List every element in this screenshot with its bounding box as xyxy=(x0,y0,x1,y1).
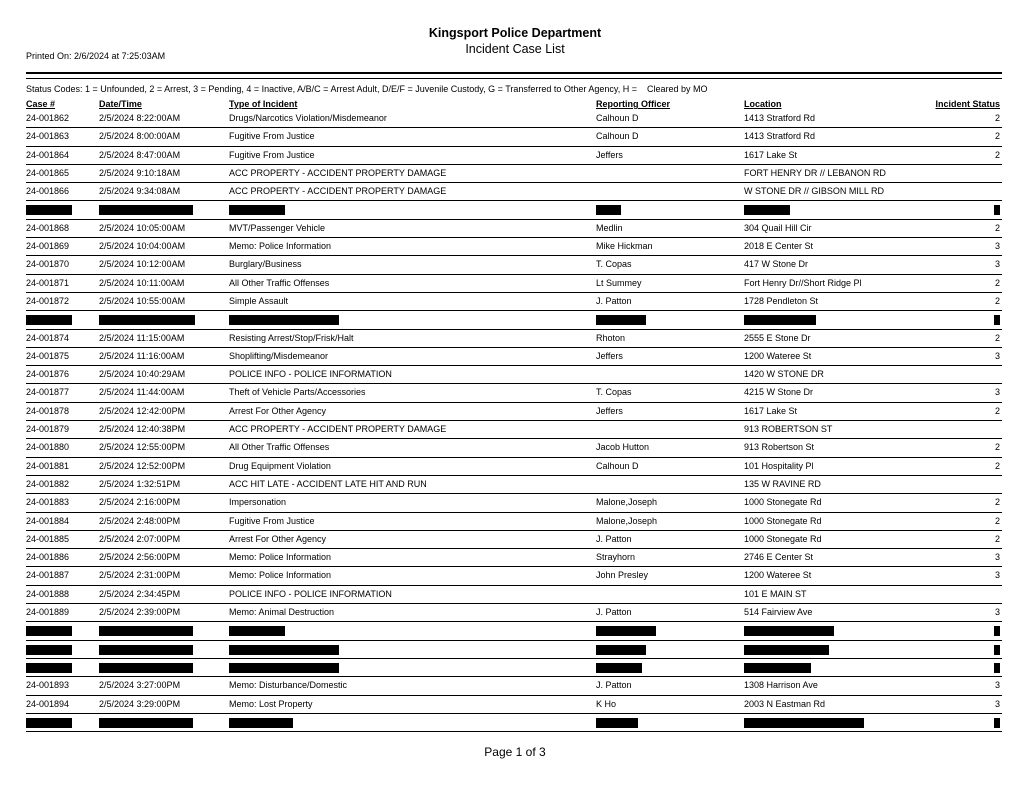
redacted-row xyxy=(26,714,1002,732)
header-rule-thick xyxy=(26,72,1002,74)
redaction-bar xyxy=(994,645,1000,655)
redaction-bar xyxy=(994,626,1000,636)
location-cell: 101 E MAIN ST xyxy=(744,588,807,599)
case-number-cell: 24-001866 xyxy=(26,186,70,197)
case-number-cell: 24-001883 xyxy=(26,497,70,508)
case-number-cell: 24-001877 xyxy=(26,387,70,398)
location-cell: 1617 Lake St xyxy=(744,405,798,416)
report-subtitle: Incident Case List xyxy=(465,42,565,56)
incident-status-cell: 2 xyxy=(994,222,1000,233)
redaction-bar xyxy=(26,626,72,636)
redaction-bar xyxy=(596,315,646,325)
reporting-officer-cell: Calhoun D xyxy=(596,460,639,471)
table-row xyxy=(26,183,1002,201)
location-cell: 2746 E Center St xyxy=(744,552,814,563)
date-time-cell: 2/5/2024 10:04:00AM xyxy=(99,241,186,252)
redacted-row xyxy=(26,641,1002,659)
table-row xyxy=(26,275,1002,293)
column-header-status: Incident Status xyxy=(935,99,1000,109)
incident-table xyxy=(26,110,1002,732)
incident-type-cell: All Other Traffic Offenses xyxy=(229,277,330,288)
table-row xyxy=(26,421,1002,439)
redaction-bar xyxy=(744,315,816,325)
date-time-cell: 2/5/2024 11:44:00AM xyxy=(99,387,185,398)
incident-status-cell: 2 xyxy=(994,515,1000,526)
redaction-bar xyxy=(229,205,285,215)
location-cell: 514 Fairview Ave xyxy=(744,607,813,618)
redaction-bar xyxy=(744,663,811,673)
case-number-cell: 24-001868 xyxy=(26,222,70,233)
redacted-row xyxy=(26,659,1002,677)
table-row xyxy=(26,110,1002,128)
incident-type-cell: Impersonation xyxy=(229,497,287,508)
redacted-row xyxy=(26,311,1002,329)
reporting-officer-cell: Medlin xyxy=(596,222,623,233)
reporting-officer-cell: T. Copas xyxy=(596,387,632,398)
incident-type-cell: Resisting Arrest/Stop/Frisk/Halt xyxy=(229,332,354,343)
location-cell: 1000 Stonegate Rd xyxy=(744,497,822,508)
incident-type-cell: Memo: Police Information xyxy=(229,570,332,581)
column-header-officer: Reporting Officer xyxy=(596,99,671,109)
incident-type-cell: Simple Assault xyxy=(229,295,289,306)
case-number-cell: 24-001879 xyxy=(26,424,70,435)
table-row xyxy=(26,696,1002,714)
reporting-officer-cell: Mike Hickman xyxy=(596,241,653,252)
table-row xyxy=(26,567,1002,585)
reporting-officer-cell: Malone,Joseph xyxy=(596,497,658,508)
date-time-cell: 2/5/2024 12:40:38PM xyxy=(99,424,186,435)
incident-status-cell: 3 xyxy=(994,680,1000,691)
location-cell: 913 Robertson St xyxy=(744,442,815,453)
date-time-cell: 2/5/2024 11:16:00AM xyxy=(99,350,185,361)
table-row xyxy=(26,531,1002,549)
incident-type-cell: Theft of Vehicle Parts/Accessories xyxy=(229,387,366,398)
incident-type-cell: Burglary/Business xyxy=(229,259,302,270)
case-number-cell: 24-001870 xyxy=(26,259,70,270)
location-cell: 913 ROBERTSON ST xyxy=(744,424,833,435)
case-number-cell: 24-001894 xyxy=(26,698,70,709)
reporting-officer-cell: J. Patton xyxy=(596,533,632,544)
reporting-officer-cell: Strayhorn xyxy=(596,552,636,563)
redaction-bar xyxy=(596,718,638,728)
incident-status-cell: 3 xyxy=(994,570,1000,581)
incident-type-cell: Drug Equipment Violation xyxy=(229,460,331,471)
date-time-cell: 2/5/2024 10:05:00AM xyxy=(99,222,186,233)
date-time-cell: 2/5/2024 10:11:00AM xyxy=(99,277,185,288)
date-time-cell: 2/5/2024 2:34:45PM xyxy=(99,588,181,599)
redaction-bar xyxy=(26,718,72,728)
redaction-bar xyxy=(26,205,72,215)
date-time-cell: 2/5/2024 12:42:00PM xyxy=(99,405,186,416)
incident-status-cell: 3 xyxy=(994,607,1000,618)
redaction-bar xyxy=(744,205,790,215)
date-time-cell: 2/5/2024 8:47:00AM xyxy=(99,149,181,160)
location-cell: 2003 N Eastman Rd xyxy=(744,698,826,709)
redaction-bar xyxy=(744,626,834,636)
case-number-cell: 24-001888 xyxy=(26,588,70,599)
redaction-bar xyxy=(229,718,293,728)
date-time-cell: 2/5/2024 9:34:08AM xyxy=(99,186,181,197)
table-row xyxy=(26,330,1002,348)
case-number-cell: 24-001863 xyxy=(26,131,70,142)
incident-status-cell: 3 xyxy=(994,350,1000,361)
incident-status-cell: 2 xyxy=(994,497,1000,508)
incident-status-cell: 2 xyxy=(994,295,1000,306)
redaction-bar xyxy=(229,315,339,325)
redaction-bar xyxy=(99,663,193,673)
location-cell: 1413 Stratford Rd xyxy=(744,131,816,142)
redaction-bar xyxy=(744,645,829,655)
location-cell: 417 W Stone Dr xyxy=(744,259,809,270)
date-time-cell: 2/5/2024 8:00:00AM xyxy=(99,131,181,142)
reporting-officer-cell: J. Patton xyxy=(596,680,632,691)
date-time-cell: 2/5/2024 2:07:00PM xyxy=(99,533,181,544)
table-row xyxy=(26,366,1002,384)
incident-type-cell: ACC PROPERTY - ACCIDENT PROPERTY DAMAGE xyxy=(229,424,447,435)
redacted-row xyxy=(26,622,1002,640)
date-time-cell: 2/5/2024 12:55:00PM xyxy=(99,442,186,453)
table-row xyxy=(26,604,1002,622)
case-number-cell: 24-001886 xyxy=(26,552,70,563)
redaction-bar xyxy=(229,663,339,673)
column-header-type: Type of Incident xyxy=(229,99,298,109)
location-cell: 2018 E Center St xyxy=(744,241,814,252)
redaction-bar xyxy=(99,626,193,636)
incident-status-cell: 2 xyxy=(994,405,1000,416)
header-rule-thin xyxy=(26,78,1002,79)
location-cell: 1413 Stratford Rd xyxy=(744,113,816,123)
redaction-bar xyxy=(99,718,193,728)
table-row xyxy=(26,403,1002,421)
table-row xyxy=(26,220,1002,238)
reporting-officer-cell: Jacob Hutton xyxy=(596,442,650,453)
location-cell: 2555 E Stone Dr xyxy=(744,332,811,343)
incident-type-cell: Memo: Police Information xyxy=(229,241,332,252)
incident-type-cell: ACC PROPERTY - ACCIDENT PROPERTY DAMAGE xyxy=(229,186,447,197)
incident-type-cell: ACC HIT LATE - ACCIDENT LATE HIT AND RUN xyxy=(229,478,427,489)
incident-type-cell: Shoplifting/Misdemeanor xyxy=(229,350,329,361)
incident-type-cell: Memo: Police Information xyxy=(229,552,332,563)
redaction-bar xyxy=(994,663,1000,673)
redaction-bar xyxy=(99,315,195,325)
reporting-officer-cell: Jeffers xyxy=(596,350,623,361)
redaction-bar xyxy=(596,645,646,655)
table-row xyxy=(26,147,1002,165)
incident-status-cell: 3 xyxy=(994,698,1000,709)
location-cell: W STONE DR // GIBSON MILL RD xyxy=(744,186,885,197)
redaction-bar xyxy=(994,315,1000,325)
case-number-cell: 24-001871 xyxy=(26,277,70,288)
incident-type-cell: Fugitive From Justice xyxy=(229,131,315,142)
date-time-cell: 2/5/2024 2:31:00PM xyxy=(99,570,181,581)
redaction-bar xyxy=(229,626,285,636)
location-cell: FORT HENRY DR // LEBANON RD xyxy=(744,167,886,178)
location-cell: 1308 Harrison Ave xyxy=(744,680,818,691)
incident-status-cell: 3 xyxy=(994,259,1000,270)
location-cell: 4215 W Stone Dr xyxy=(744,387,814,398)
incident-type-cell: All Other Traffic Offenses xyxy=(229,442,330,453)
report-title: Kingsport Police Department xyxy=(428,26,602,40)
incident-status-cell: 3 xyxy=(994,552,1000,563)
date-time-cell: 2/5/2024 12:52:00PM xyxy=(99,460,186,471)
column-header-location: Location xyxy=(744,99,782,109)
page-number: Page 1 of 3 xyxy=(484,745,546,759)
redaction-bar xyxy=(596,663,642,673)
incident-type-cell: Memo: Disturbance/Domestic xyxy=(229,680,348,691)
location-cell: Fort Henry Dr//Short Ridge Pl xyxy=(744,277,862,288)
date-time-cell: 2/5/2024 2:16:00PM xyxy=(99,497,181,508)
table-row xyxy=(26,677,1002,695)
date-time-cell: 2/5/2024 10:12:00AM xyxy=(99,259,186,270)
reporting-officer-cell: T. Copas xyxy=(596,259,632,270)
incident-status-cell: 2 xyxy=(994,332,1000,343)
case-number-cell: 24-001872 xyxy=(26,295,70,306)
table-row xyxy=(26,165,1002,183)
incident-type-cell: POLICE INFO - POLICE INFORMATION xyxy=(229,588,392,599)
table-row xyxy=(26,238,1002,256)
reporting-officer-cell: K Ho xyxy=(596,698,617,709)
reporting-officer-cell: Jeffers xyxy=(596,149,623,160)
incident-status-cell: 3 xyxy=(994,241,1000,252)
column-header-date: Date/Time xyxy=(99,99,142,109)
redaction-bar xyxy=(229,645,339,655)
date-time-cell: 2/5/2024 3:27:00PM xyxy=(99,680,181,691)
table-row xyxy=(26,293,1002,311)
date-time-cell: 2/5/2024 3:29:00PM xyxy=(99,698,181,709)
incident-type-cell: Memo: Lost Property xyxy=(229,698,313,709)
redaction-bar xyxy=(26,645,72,655)
redaction-bar xyxy=(99,205,193,215)
location-cell: 1200 Wateree St xyxy=(744,350,812,361)
table-row xyxy=(26,476,1002,494)
redaction-bar xyxy=(744,718,864,728)
case-number-cell: 24-001882 xyxy=(26,478,70,489)
incident-status-cell: 2 xyxy=(994,460,1000,471)
location-cell: 1728 Pendleton St xyxy=(744,295,819,306)
reporting-officer-cell: Jeffers xyxy=(596,405,623,416)
redaction-bar xyxy=(596,626,656,636)
location-cell: 304 Quail Hill Cir xyxy=(744,222,812,233)
case-number-cell: 24-001862 xyxy=(26,113,70,123)
reporting-officer-cell: Calhoun D xyxy=(596,113,639,123)
case-number-cell: 24-001880 xyxy=(26,442,70,453)
reporting-officer-cell: J. Patton xyxy=(596,607,632,618)
incident-status-cell: 3 xyxy=(994,387,1000,398)
case-number-cell: 24-001869 xyxy=(26,241,70,252)
case-number-cell: 24-001889 xyxy=(26,607,70,618)
table-row xyxy=(26,128,1002,146)
incident-type-cell: Memo: Animal Destruction xyxy=(229,607,335,618)
case-number-cell: 24-001865 xyxy=(26,167,70,178)
date-time-cell: 2/5/2024 2:56:00PM xyxy=(99,552,181,563)
incident-type-cell: ACC PROPERTY - ACCIDENT PROPERTY DAMAGE xyxy=(229,167,447,178)
case-number-cell: 24-001887 xyxy=(26,570,70,581)
date-time-cell: 2/5/2024 9:10:18AM xyxy=(99,167,181,178)
redaction-bar xyxy=(26,315,72,325)
table-row xyxy=(26,586,1002,604)
reporting-officer-cell: Malone,Joseph xyxy=(596,515,658,526)
location-cell: 1617 Lake St xyxy=(744,149,798,160)
printed-on: Printed On: 2/6/2024 at 7:25:03AM xyxy=(26,51,166,61)
incident-type-cell: Fugitive From Justice xyxy=(229,515,315,526)
reporting-officer-cell: John Presley xyxy=(596,570,649,581)
location-cell: 1200 Wateree St xyxy=(744,570,812,581)
case-number-cell: 24-001864 xyxy=(26,149,70,160)
reporting-officer-cell: Rhoton xyxy=(596,332,626,343)
date-time-cell: 2/5/2024 2:39:00PM xyxy=(99,607,181,618)
case-number-cell: 24-001881 xyxy=(26,460,70,471)
table-row xyxy=(26,384,1002,402)
table-row xyxy=(26,439,1002,457)
incident-status-cell: 2 xyxy=(994,149,1000,160)
date-time-cell: 2/5/2024 11:15:00AM xyxy=(99,332,185,343)
date-time-cell: 2/5/2024 1:32:51PM xyxy=(99,478,181,489)
case-number-cell: 24-001875 xyxy=(26,350,70,361)
case-number-cell: 24-001885 xyxy=(26,533,70,544)
incident-type-cell: Drugs/Narcotics Violation/Misdemeanor xyxy=(229,113,387,123)
date-time-cell: 2/5/2024 2:48:00PM xyxy=(99,515,181,526)
incident-type-cell: POLICE INFO - POLICE INFORMATION xyxy=(229,369,392,380)
table-row xyxy=(26,549,1002,567)
location-cell: 1000 Stonegate Rd xyxy=(744,533,822,544)
case-number-cell: 24-001893 xyxy=(26,680,70,691)
redaction-bar xyxy=(994,205,1000,215)
case-number-cell: 24-001874 xyxy=(26,332,70,343)
incident-type-cell: Fugitive From Justice xyxy=(229,149,315,160)
incident-type-cell: MVT/Passenger Vehicle xyxy=(229,222,326,233)
incident-status-cell: 2 xyxy=(994,131,1000,142)
date-time-cell: 2/5/2024 8:22:00AM xyxy=(99,113,181,123)
location-cell: 1000 Stonegate Rd xyxy=(744,515,822,526)
incident-type-cell: Arrest For Other Agency xyxy=(229,533,327,544)
redaction-bar xyxy=(596,205,621,215)
reporting-officer-cell: Calhoun D xyxy=(596,131,639,142)
table-row xyxy=(26,513,1002,531)
table-row xyxy=(26,494,1002,512)
location-cell: 101 Hospitality Pl xyxy=(744,460,814,471)
incident-status-cell: 2 xyxy=(994,442,1000,453)
column-header-case: Case # xyxy=(26,99,56,109)
reporting-officer-cell: J. Patton xyxy=(596,295,632,306)
case-number-cell: 24-001876 xyxy=(26,369,70,380)
incident-status-cell: 2 xyxy=(994,277,1000,288)
redaction-bar xyxy=(26,663,72,673)
redaction-bar xyxy=(994,718,1000,728)
case-number-cell: 24-001878 xyxy=(26,405,70,416)
location-cell: 135 W RAVINE RD xyxy=(744,478,821,489)
incident-type-cell: Arrest For Other Agency xyxy=(229,405,327,416)
reporting-officer-cell: Lt Summey xyxy=(596,277,642,288)
status-codes-legend: Status Codes: 1 = Unfounded, 2 = Arrest, 3 = Pending, 4 = Inactive, A/B/C = Arrest Adult, D/E/F = Juvenile Custody, G = Transferred to Other Agency, H = Cleared by MO xyxy=(26,84,708,94)
date-time-cell: 2/5/2024 10:40:29AM xyxy=(99,369,186,380)
redaction-bar xyxy=(99,645,193,655)
redacted-row xyxy=(26,201,1002,219)
table-row xyxy=(26,348,1002,366)
case-number-cell: 24-001884 xyxy=(26,515,70,526)
table-row xyxy=(26,256,1002,274)
date-time-cell: 2/5/2024 10:55:00AM xyxy=(99,295,186,306)
incident-status-cell: 2 xyxy=(994,533,1000,544)
location-cell: 1420 W STONE DR xyxy=(744,369,824,380)
table-row xyxy=(26,458,1002,476)
incident-status-cell: 2 xyxy=(994,113,1000,123)
